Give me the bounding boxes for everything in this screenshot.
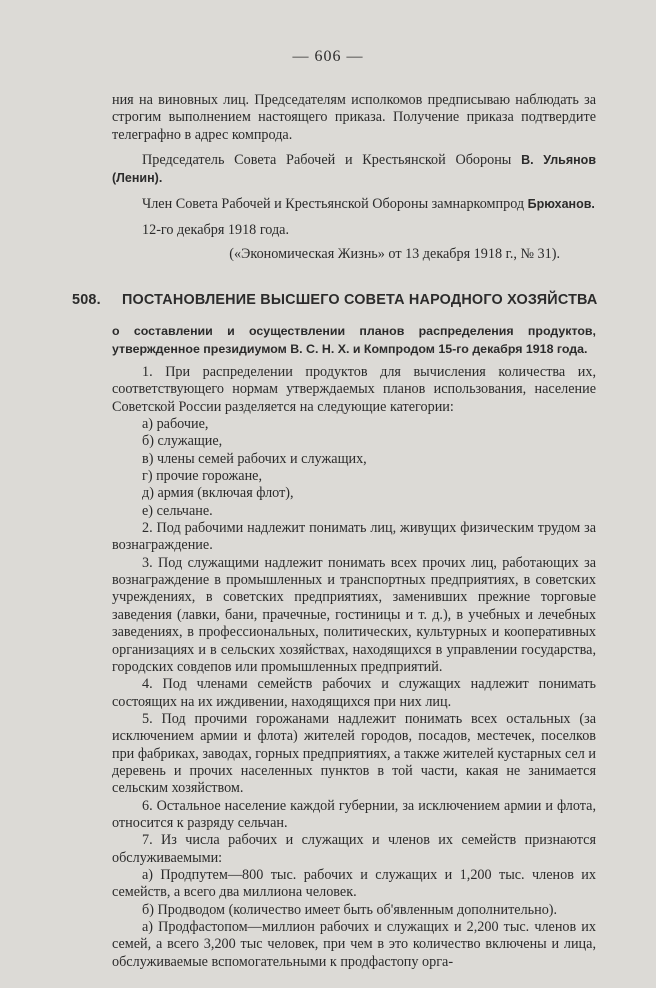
paragraph-2: 2. Под рабочими надлежит понимать лиц, живущих физическим трудом за вознаграждение. xyxy=(112,520,596,554)
signature-bryukhanov-name: Брюханов. xyxy=(527,197,595,212)
section-number: 508. xyxy=(72,292,101,308)
section-heading xyxy=(72,292,602,308)
page-number: — 606 — xyxy=(292,48,364,65)
category-item: в) члены семей рабочих и служащих, xyxy=(142,450,367,467)
signature-lenin xyxy=(112,152,596,187)
paragraph-7b: б) Продводом (количество имеет быть об'явленным дополнительно). xyxy=(142,901,558,918)
category-item: г) прочие горожане, xyxy=(142,468,263,485)
section-title: ПОСТАНОВЛЕНИЕ ВЫСШЕГО СОВЕТА НАРОДНОГО ХОЗЯЙСТВА xyxy=(122,292,598,308)
paragraph-4: 4. Под членами семейств рабочих и служащих надлежит понимать состоящих на их иждивении, находящихся при них лиц. xyxy=(112,676,596,710)
signature-lenin-name: В. Ульянов (Ленин). xyxy=(112,153,596,185)
paragraph-1: 1. При распределении продуктов для вычисления количества их, соответствующего нормам утверждаемых планов использования, население Советской России разделяется на следующие категории: xyxy=(112,364,596,415)
category-item: д) армия (включая флот), xyxy=(142,485,294,502)
section-subtitle: о составлении и осуществлении планов распределения продуктов, утвержденное президиумом В. С. Н. Х. и Компродом 15-го декабря 1918 года. xyxy=(112,324,596,356)
top-section xyxy=(112,92,596,263)
signature-bryukhanov xyxy=(112,196,596,213)
paragraph-3: 3. Под служащими надлежит понимать всех прочих лиц, работающих за вознаграждение в промышленных и транспортных предприятиях, в советских учреждениях, в советских предприятиях, заменивших прежние торговые заведения (лавки, бани, прачечные, гостиницы и т. д.), в учебных и лечебных заведениях, в профессиональных, политических, культурных и кооперативных организациях и в сельских хозяйствах, находящихся в управлении государства, городских совдепов или промышленных предприятий. xyxy=(112,554,596,675)
paragraph-6: 6. Остальное население каждой губернии, за исключением армии и флота, относится к разряду сельчан. xyxy=(112,797,596,831)
paragraph-7a: а) Продпутем—800 тыс. рабочих и служащих и 1,200 тыс. членов их семейств, а всего два миллиона человек. xyxy=(112,866,596,901)
category-item: б) служащие, xyxy=(142,433,223,450)
document-date: 12-го декабря 1918 года. xyxy=(142,222,290,239)
category-item: а) рабочие, xyxy=(142,416,209,433)
paragraph-7: 7. Из числа рабочих и служащих и членов их семейств признаются обслуживаемыми: xyxy=(112,832,596,866)
signature-bryukhanov-text: Член Совета Рабочей и Крестьянской Обороны замнаркомпрод xyxy=(142,196,525,213)
source-citation: («Экономическая Жизнь» от 13 декабря 1918 г., № 31). xyxy=(229,245,560,262)
paragraph-5: 5. Под прочими горожанами надлежит понимать всех остальных (за исключением армии и флота) жителей городов, посадов, местечек, поселков при фабриках, заводах, горных предприятиях, а также жителей кустарных сел и деревень и прочих населенных пунктов в той части, какая не занимается сельским хозяйством. xyxy=(112,710,596,797)
paragraph-7c: а) Продфастопом—миллион рабочих и служащих и 2,200 тыс. членов их семей, а всего 3,200 тыс человек, при чем в это количество включены и лица, обслуживаемые вспомогательными к продфастопу орга- xyxy=(112,919,596,970)
category-list xyxy=(112,416,596,520)
signature-lenin-text: Председатель Совета Рабочей и Крестьянской Обороны xyxy=(142,152,512,169)
resolution-body xyxy=(112,364,596,971)
category-item: е) сельчане. xyxy=(142,502,213,519)
closing-paragraph: ния на виновных лиц. Председателям исполкомов предписываю наблюдать за строгим выполнением настоящего приказа. Получение приказа подтвердите телеграфно в адрес компрода. xyxy=(112,92,596,143)
